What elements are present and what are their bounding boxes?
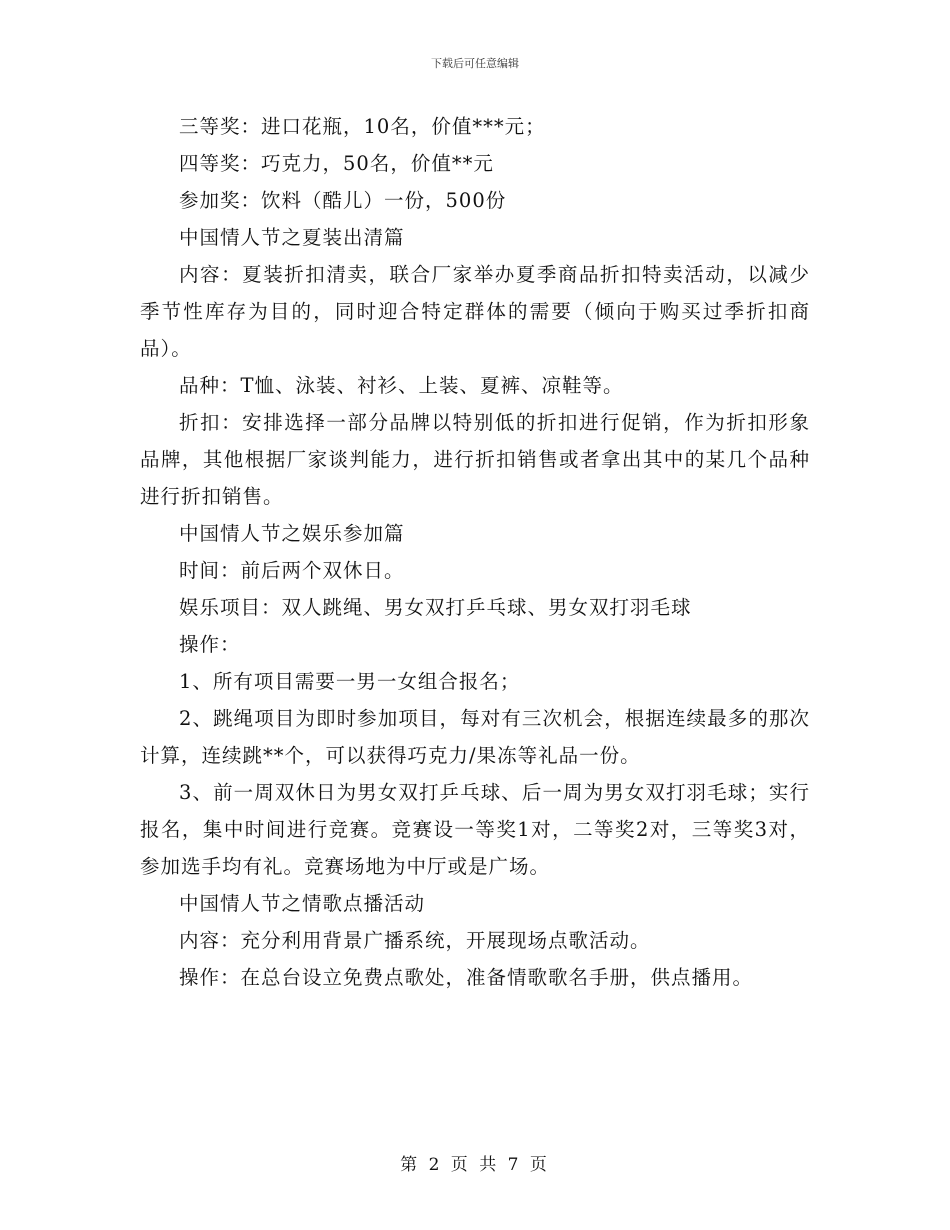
paragraph-participation-prize: 参加奖：饮料（酷儿）一份，500份 <box>179 189 507 212</box>
section-heading-entertainment: 中国情人节之娱乐参加篇 <box>179 522 405 545</box>
paragraph-rule-3: 3、前一周双休日为男女双打乒乓球、后一周为男女双打羽毛球；实行报名，集中时间进行竞赛。竞赛设一等奖1对，二等奖2对，三等奖3对，参加选手均有礼。竞赛场地为中厅或是广场。 <box>140 781 810 878</box>
paragraph-love-song-operation: 操作：在总台设立免费点歌处，准备情歌歌名手册，供点播用。 <box>179 966 754 989</box>
page-number: 第 2 页 共 7 页 <box>400 1155 550 1175</box>
paragraph-third-prize: 三等奖：进口花瓶，10名，价值***元； <box>179 115 546 138</box>
paragraph-time: 时间：前后两个双休日。 <box>179 559 405 582</box>
paragraph-love-song-content: 内容：充分利用背景广播系统，开展现场点歌活动。 <box>179 929 651 952</box>
paragraph-discount: 折扣：安排选择一部分品牌以特别低的折扣进行促销，作为折扣形象品牌，其他根据厂家谈判能力，进行折扣销售或者拿出其中的某几个品种进行折扣销售。 <box>140 411 810 508</box>
paragraph-fourth-prize: 四等奖：巧克力，50名，价值**元 <box>179 152 494 175</box>
paragraph-operation-label: 操作： <box>179 633 241 656</box>
section-heading-summer-clearance: 中国情人节之夏装出清篇 <box>179 226 405 249</box>
document-body <box>140 108 810 996</box>
page-header: 下载后可任意编辑 <box>431 57 519 70</box>
paragraph-rule-2: 2、跳绳项目为即时参加项目，每对有三次机会，根据连续最多的那次计算，连续跳**个，可以获得巧克力/果冻等礼品一份。 <box>140 707 810 767</box>
paragraph-product-varieties: 品种：T恤、泳装、衬衫、上装、夏裤、凉鞋等。 <box>179 374 624 397</box>
paragraph-entertainment-items: 娱乐项目：双人跳绳、男女双打乒乓球、男女双打羽毛球 <box>179 596 692 619</box>
paragraph-rule-1: 1、所有项目需要一男一女组合报名； <box>179 670 521 693</box>
paragraph-clearance-content: 内容：夏装折扣清卖，联合厂家举办夏季商品折扣特卖活动，以减少季节性库存为目的，同时迎合特定群体的需要（倾向于购买过季折扣商品）。 <box>140 263 810 360</box>
section-heading-love-song: 中国情人节之情歌点播活动 <box>179 892 426 915</box>
